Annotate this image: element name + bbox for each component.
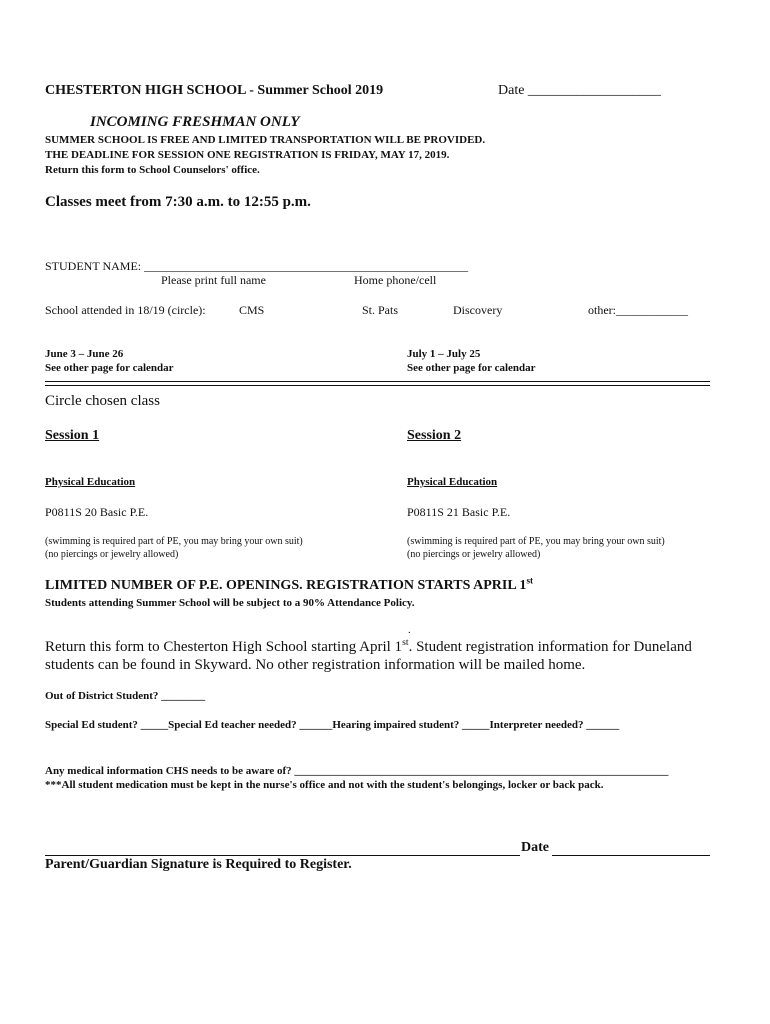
student-name-field[interactable]: ______________________________________________________ [144, 259, 469, 273]
session2-course[interactable]: P0811S 21 Basic P.E. [407, 505, 511, 519]
return-info-line1 [45, 639, 692, 656]
session2-jewelry-note: (no piercings or jewelry allowed) [407, 549, 541, 560]
signature-line[interactable] [45, 855, 520, 856]
notice-transportation: SUMMER SCHOOL IS FREE AND LIMITED TRANSPORTATION WILL BE PROVIDED. [45, 134, 486, 146]
limited-openings-text: LIMITED NUMBER OF P.E. OPENINGS. REGISTRATION STARTS APRIL 1 [45, 578, 527, 593]
form-subtitle: INCOMING FRESHMAN ONLY [90, 114, 300, 130]
stray-dot: . [408, 624, 411, 636]
session1-swim-note: (swimming is required part of PE, you may bring your own suit) [45, 536, 303, 547]
session1-jewelry-note: (no piercings or jewelry allowed) [45, 549, 179, 560]
print-name-hint: Please print full name [161, 273, 266, 287]
form-title: CHESTERTON HIGH SCHOOL - Summer School 2019 [45, 83, 384, 98]
session2-dates: July 1 – July 25 [407, 348, 481, 360]
notice-return: Return this form to School Counselors' office. [45, 164, 260, 176]
limited-openings-sup: st [526, 575, 534, 586]
session2-calendar-note: See other page for calendar [407, 362, 536, 374]
attendance-policy: Students attending Summer School will be subject to a 90% Attendance Policy. [45, 597, 415, 609]
circle-class-label: Circle chosen class [45, 393, 160, 409]
school-option-discovery[interactable]: Discovery [453, 303, 503, 317]
phone-hint: Home phone/cell [354, 273, 437, 287]
session2-subject: Physical Education [407, 476, 498, 488]
session1-course[interactable]: P0811S 20 Basic P.E. [45, 505, 149, 519]
signature-date-line[interactable] [552, 855, 710, 856]
date-field[interactable]: Date ___________________ [498, 83, 661, 98]
session1-subject: Physical Education [45, 476, 136, 488]
student-name-label: STUDENT NAME: [45, 259, 145, 273]
session1-calendar-note: See other page for calendar [45, 362, 174, 374]
signature-required-note: Parent/Guardian Signature is Required to Register. [45, 857, 352, 872]
school-option-other[interactable]: other:____________ [588, 303, 688, 317]
school-option-st-pats[interactable]: St. Pats [362, 303, 399, 317]
return-info-text-a: Return this form to Chesterton High School starting April 1 [45, 639, 403, 655]
class-time: Classes meet from 7:30 a.m. to 12:55 p.m. [45, 194, 311, 210]
double-divider [45, 381, 710, 386]
session1-dates: June 3 – June 26 [45, 348, 124, 360]
session2-title: Session 2 [407, 428, 462, 443]
medication-policy: ***All student medication must be kept in the nurse's office and not with the student's belongings, locker or back pack. [45, 779, 604, 791]
return-info-sup: st [402, 637, 409, 648]
return-info-line2: students can be found in Skyward. No other registration information will be mailed home. [45, 657, 586, 673]
session2-swim-note: (swimming is required part of PE, you may bring your own suit) [407, 536, 665, 547]
medical-info-field[interactable]: Any medical information CHS needs to be aware of? ____________________________________________________________________ [45, 765, 669, 777]
out-of-district-field[interactable]: Out of District Student? ________ [45, 690, 206, 702]
student-name-row [45, 259, 468, 274]
limited-openings-heading [45, 575, 534, 594]
session1-title: Session 1 [45, 428, 100, 443]
signature-date-label: Date [521, 840, 549, 855]
notice-deadline: THE DEADLINE FOR SESSION ONE REGISTRATION IS FRIDAY, MAY 17, 2019. [45, 149, 450, 161]
special-ed-fields[interactable]: Special Ed student? _____Special Ed teacher needed? ______Hearing impaired student? _____Interpreter needed? ______ [45, 719, 620, 731]
school-attended-label: School attended in 18/19 (circle): [45, 303, 206, 317]
school-option-cms[interactable]: CMS [239, 303, 265, 317]
return-info-text-b: . Student registration information for Duneland [408, 639, 692, 655]
